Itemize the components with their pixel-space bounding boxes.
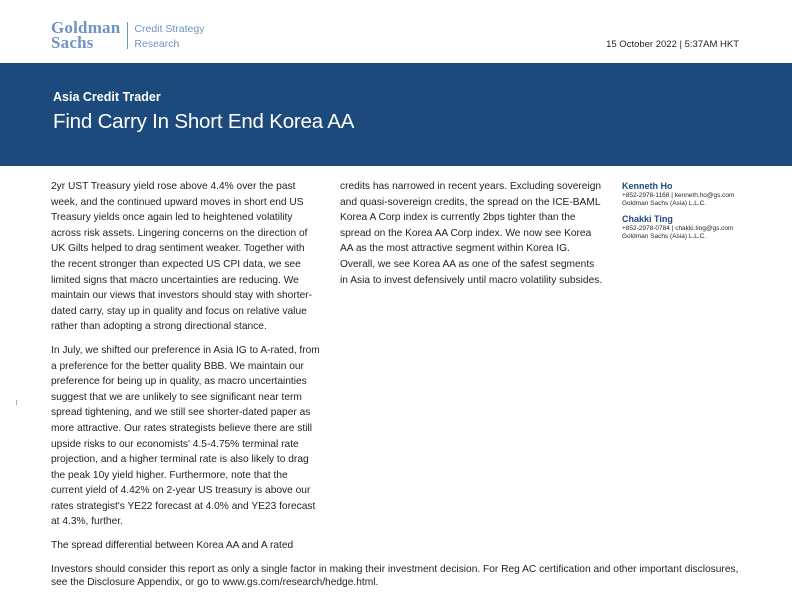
body-paragraph: In July, we shifted our preference in Asia IG to A-rated, from a preference for the better quality BBB. We maintain our preference for being up in quality, as macro uncertainties suggest that we are unlikely to see significant near term spread tightening, and we still see shorter-dated paper as more attractive. Our rates strategists believe there are still upside risks to our economists' 4.5-4.75% terminal rate projection, and a higher terminal rate is also likely to drag the peak 10y yield higher. Furthermore, note that the current yield of 4.42% on 2-year US treasury is above our rates strategist's YE22 forecast at 4.0% and YE23 forecast at 4.3%, further. xyxy=(51,344,320,528)
report-title: Find Carry In Short End Korea AA xyxy=(53,110,355,133)
margin-mark xyxy=(16,400,17,405)
author-name[interactable]: Chakki Ting xyxy=(622,214,673,224)
report-date: 15 October 2022 | 5:37AM HKT xyxy=(606,39,739,50)
body-paragraph: The spread differential between Korea AA and A rated xyxy=(51,540,294,552)
goldman-sachs-logo xyxy=(51,20,204,50)
disclaimer: Investors should consider this report as only a single factor in making their investment decision. For Reg AC certification and other important disclosures, see the Disclosure Appendix, or go to www.gs.com/research/hedge.html. xyxy=(51,564,739,588)
logo-line-1: Goldman xyxy=(51,18,121,37)
body-paragraph: credits has narrowed in recent years. Excluding sovereign and quasi-sovereign credits, the spread on the ICE-BAML Korea A Corp index is currently 2bps tighter than the spread on the Korea AA Corp index. We now see Korea AA as the most attractive segment within Korea IG. Overall, we see Korea AA as one of the safest segments in Asia to invest defensively until macro volatility subsides. xyxy=(340,181,603,286)
author-firm: Goldman Sachs (Asia) L.L.C. xyxy=(622,199,707,207)
series-name: Asia Credit Trader xyxy=(53,90,161,104)
author-firm: Goldman Sachs (Asia) L.L.C. xyxy=(622,232,707,240)
title-banner xyxy=(0,63,792,166)
author-list xyxy=(622,181,762,247)
logo-divider xyxy=(127,22,128,49)
body-column-left xyxy=(51,179,321,562)
body-column-right xyxy=(340,179,605,296)
logo-line-2: Sachs xyxy=(51,33,94,52)
author-name[interactable]: Kenneth Ho xyxy=(622,181,673,191)
body-paragraph: 2yr UST Treasury yield rose above 4.4% over the past week, and the continued upward moves in short end US Treasury yields once again led to heightened volatility across risk assets. Lingering concerns on the direction of UK Gilts helped to drag sentiment weaker. Together with the recent stronger than expected US CPI data, we see limited signs that macro uncertainties are reducing. We maintain our views that investors should stay with shorter-dated carry, stay up in quality and focus on relative value rather than adopting a strong directional stance. xyxy=(51,181,313,333)
author-block xyxy=(622,214,762,240)
author-contact[interactable]: +852-2978-1168 | kenneth.ho@gs.com xyxy=(622,192,735,199)
logo-wordmark xyxy=(51,20,120,50)
author-contact[interactable]: +852-2978-0784 | chakki.ting@gs.com xyxy=(622,225,734,232)
division-line-1: Credit Strategy xyxy=(134,23,205,35)
division-name xyxy=(134,20,204,50)
author-block xyxy=(622,181,762,207)
division-line-2: Research xyxy=(134,38,180,50)
